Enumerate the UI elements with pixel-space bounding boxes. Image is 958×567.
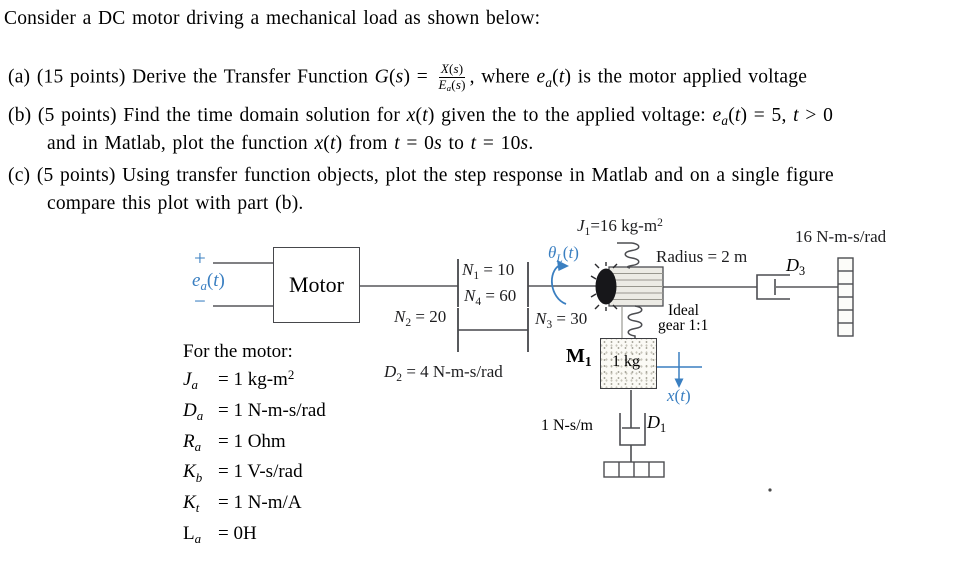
damper-d3-label: $D_3$ — [786, 255, 806, 279]
param-row-ra — [183, 431, 326, 462]
param-value: = 1 Ohm — [218, 430, 286, 452]
param-symbol: $J_a$ — [183, 369, 198, 393]
problem-part-b-line1: (b) (5 points) Find the time domain solution for x(t) given the to the applied voltage: $e_a(t) = 5$, t > 0 — [8, 105, 834, 129]
param-value: = 0H — [218, 522, 257, 544]
gear-n1-label: $N_1 = 10$ — [462, 260, 515, 282]
param-value: = 1 $kg-m^2$ — [218, 367, 295, 390]
gear-n3-label: $N_3 = 30$ — [535, 309, 588, 331]
problem-part-a: (a) (15 points) Derive the Transfer Function G(s) = $\frac{X(s)}{E_a(s)}$ , where $e_a(t)$ is the motor applied voltage — [8, 61, 808, 94]
param-value: = 1 V-s/rad — [218, 461, 303, 483]
x-displacement-label: x(t) — [667, 386, 691, 405]
drum-gear-icon — [591, 262, 663, 311]
param-value: = 1 N-m-s/rad — [218, 399, 326, 421]
dot-mark — [768, 488, 771, 491]
param-symbol: $D_a$ — [183, 399, 204, 424]
motor-label: Motor — [289, 272, 344, 297]
gear-n2-label: $N_2 = 20$ — [394, 307, 447, 329]
plus-terminal-label: + — [194, 246, 206, 270]
problem-intro: Consider a DC motor driving a mechanical load as shown below: — [4, 8, 541, 29]
param-symbol: $K_t$ — [183, 492, 200, 516]
damper-d1-icon — [620, 390, 645, 462]
damper-d1-label: $D_1$ — [647, 412, 667, 436]
ea-voltage-label: $e_a(t)$ — [192, 270, 225, 294]
ground-icon — [604, 462, 664, 477]
rack-coil-top-icon — [617, 243, 639, 268]
param-row-ja — [183, 369, 326, 400]
param-row-kb — [183, 461, 326, 492]
motor-params-title: For the motor: — [183, 341, 293, 362]
x-arrow-icon — [656, 352, 702, 388]
motor-params-list — [183, 369, 326, 554]
damper-d3-value-label: 16 N-m-s/rad — [795, 227, 887, 246]
mass-m1-label: $M_1$ — [566, 345, 592, 370]
param-symbol: $K_b$ — [183, 461, 203, 485]
gear-n4-label: $N_4 = 60$ — [464, 286, 517, 308]
problem-part-c-line1: (c) (5 points) Using transfer function objects, plot the step response in Matlab and on a single figure — [8, 165, 834, 186]
param-row-la — [183, 523, 326, 554]
radius-label: Radius = 2 m — [656, 247, 748, 266]
param-symbol: $L_a$ — [183, 522, 202, 547]
mass-value-label: 1 kg — [612, 353, 640, 370]
damper-d2-label: $D_2 = 4$ N-m-s/rad — [384, 362, 503, 384]
minus-terminal-label: − — [194, 289, 206, 313]
problem-part-c-line2: compare this plot with part (b). — [47, 193, 304, 214]
motor-box — [273, 247, 360, 323]
param-row-kt — [183, 492, 326, 523]
ideal-gear-label-line1: Ideal — [668, 302, 699, 319]
param-value: = 1 N-m/A — [218, 492, 302, 514]
theta-arrow-icon — [552, 260, 569, 304]
theta-l-label: $\theta_L(t)$ — [548, 243, 579, 265]
problem-part-b-line2: and in Matlab, plot the function x(t) from t = 0s to t = 10s. — [47, 133, 534, 154]
wall-rack-icon — [838, 258, 853, 336]
rack-coil-bottom-icon — [622, 306, 642, 338]
param-row-da — [183, 400, 326, 431]
damper-d1-value-label: 1 N-s/m — [541, 417, 593, 434]
inertia-j1-label: $J_1=16$ $kg-m^2$ — [577, 215, 663, 238]
param-symbol: $R_a$ — [183, 430, 202, 454]
ideal-gear-label-line2: gear 1:1 — [658, 317, 709, 334]
